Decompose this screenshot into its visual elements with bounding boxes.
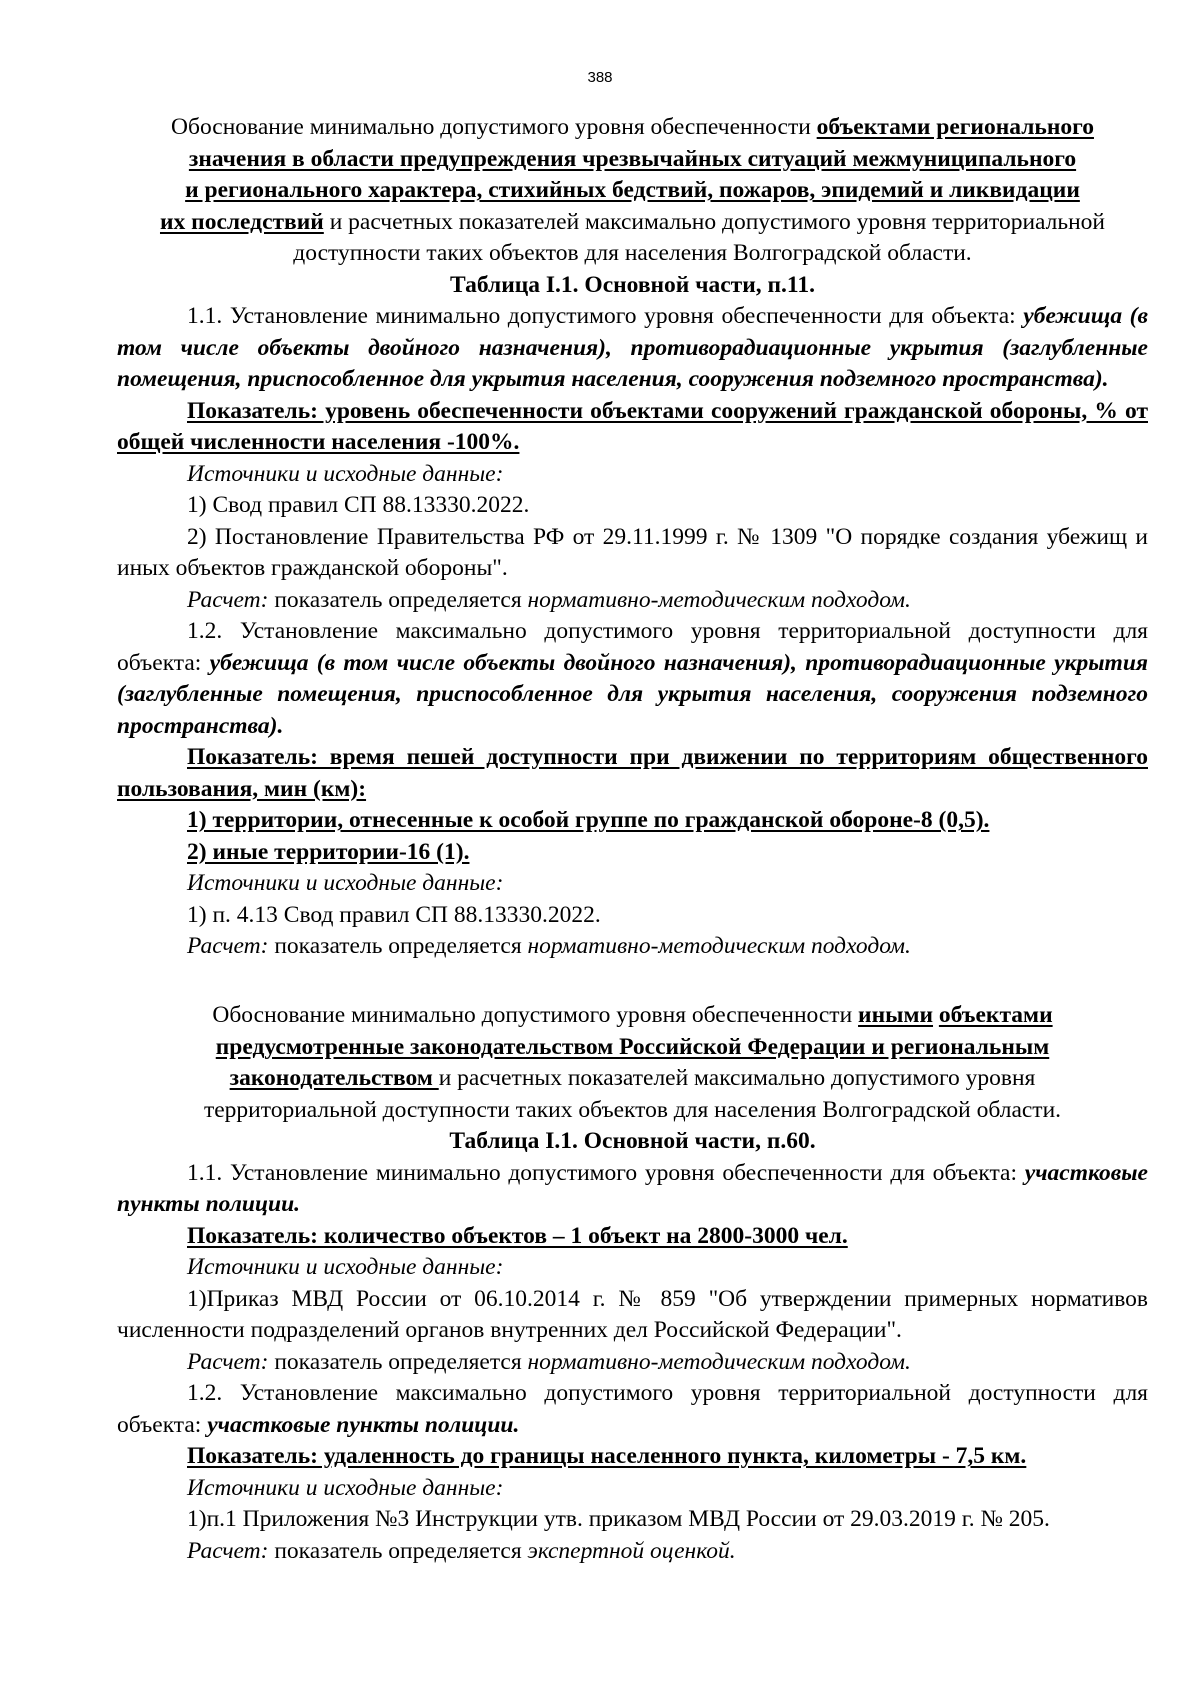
heading-emphasis: их последствий	[159, 208, 324, 235]
source-item: 1)Приказ МВД России от 06.10.2014 г. № 859 "Об утверждении примерных нормативов численности подразделений органов внутренних дел Российской Федерации".	[117, 1285, 1148, 1343]
heading-line: Обоснование минимально допустимого уровня обеспеченности иными объектами	[212, 1002, 1053, 1028]
source-item: 1) Свод правил СП 88.13330.2022.	[187, 492, 530, 518]
heading-line: доступности таких объектов для населения Волгоградской области.	[293, 240, 972, 266]
section-2	[117, 1000, 1148, 1567]
object-name: убежища (в том числе объекты двойного назначения), противорадиационные укрытия (заглубленные помещения, приспособленное для укрытия населения, сооружения подземного пространства).	[117, 303, 1148, 392]
sources-label: Источники и исходные данные:	[187, 1474, 504, 1501]
heading-line: территориальной доступности таких объектов для населения Волгоградской области.	[203, 1096, 1062, 1123]
heading-line: значения в области предупреждения чрезвычайных ситуаций межмуниципального	[188, 145, 1077, 172]
indicator-item: 1) территории, отнесенные к особой группе по гражданской обороне-8 (0,5).	[187, 807, 990, 833]
calculation-note: Расчет: показатель определяется нормативно-методическим подходом.	[187, 586, 911, 613]
calculation-note: Расчет: показатель определяется нормативно-методическим подходом.	[187, 933, 911, 959]
sources-label: Источники и исходные данные:	[187, 460, 504, 487]
section-1-heading	[117, 112, 1148, 270]
paragraph-2-2: 1.2. Установление максимально допустимого уровня территориальной доступности для объекта: участковые пункты полиции.	[117, 1380, 1148, 1438]
section-1	[117, 112, 1148, 963]
heading-line: законодательством и расчетных показателей максимально допустимого уровня	[229, 1065, 1036, 1091]
indicator-item: 2) иные территории-16 (1).	[187, 838, 470, 865]
heading-line: и регионального характера, стихийных бедствий, пожаров, эпидемий и ликвидации	[185, 177, 1080, 203]
indicator: Показатель: количество объектов – 1 объект на 2800-3000 чел.	[187, 1222, 848, 1249]
object-name: участковые пункты полиции.	[117, 1159, 1148, 1217]
heading-line: их последствий и расчетных показателей максимально допустимого уровня территориальной	[159, 208, 1106, 235]
indicator: Показатель: время пешей доступности при движении по территориям общественного пользования, мин (км):	[117, 744, 1148, 802]
paragraph-1-2: 1.2. Установление максимально допустимого уровня территориальной доступности для объекта: убежища (в том числе объекты двойного назначения), противорадиационные укрытия (заглубленные помещения, приспособленное для укрытия населения, сооружения подземного пространства).	[117, 618, 1149, 739]
calculation-note: Расчет: показатель определяется экспертной оценкой.	[187, 1537, 736, 1564]
page-number: 388	[587, 69, 613, 86]
heading-line: Обоснование минимально допустимого уровня обеспеченности объектами регионального	[171, 114, 1094, 140]
heading-line: предусмотренные законодательством Российской Федерации и региональным	[215, 1033, 1050, 1060]
indicator: Показатель: удаленность до границы населенного пункта, километры - 7,5 км.	[187, 1443, 1027, 1469]
source-item: 1)п.1 Приложения №3 Инструкции утв. приказом МВД России от 29.03.2019 г. № 205.	[187, 1506, 1050, 1532]
heading-emphasis: объектами регионального	[816, 114, 1094, 140]
section-2-heading	[117, 1000, 1148, 1126]
heading-emphasis: иными	[858, 1002, 934, 1028]
object-name: убежища (в том числе объекты двойного назначения), противорадиационные укрытия (заглубленные помещения, приспособленное для укрытия населения, сооружения подземного пространства).	[117, 649, 1149, 739]
source-item: 2) Постановление Правительства РФ от 29.11.1999 г. № 1309 "О порядке создания убежищ и иных объектов гражданской обороны".	[117, 523, 1148, 581]
paragraph-2-1: 1.1. Установление минимально допустимого уровня обеспеченности для объекта: участковые пункты полиции.	[117, 1159, 1148, 1217]
heading-emphasis: законодательством	[229, 1065, 439, 1091]
paragraph-1-1: 1.1. Установление минимально допустимого уровня обеспеченности для объекта: убежища (в том числе объекты двойного назначения), противорадиационные укрытия (заглубленные помещения, приспособленное для укрытия населения, сооружения подземного пространства).	[117, 303, 1148, 392]
sources-label: Источники и исходные данные:	[187, 1254, 504, 1280]
calculation-note: Расчет: показатель определяется нормативно-методическим подходом.	[187, 1348, 911, 1375]
table-title: Таблица I.1. Основной части, п.11.	[450, 271, 815, 298]
source-item: 1) п. 4.13 Свод правил СП 88.13330.2022.	[187, 901, 601, 928]
table-title: Таблица I.1. Основной части, п.60.	[449, 1128, 816, 1154]
heading-emphasis: объектами	[938, 1002, 1053, 1028]
indicator: Показатель: уровень обеспеченности объектами сооружений гражданской обороны, % от общей численности населения -100%.	[117, 397, 1148, 455]
object-name: участковые пункты полиции.	[207, 1411, 520, 1438]
sources-label: Источники и исходные данные:	[187, 870, 504, 896]
